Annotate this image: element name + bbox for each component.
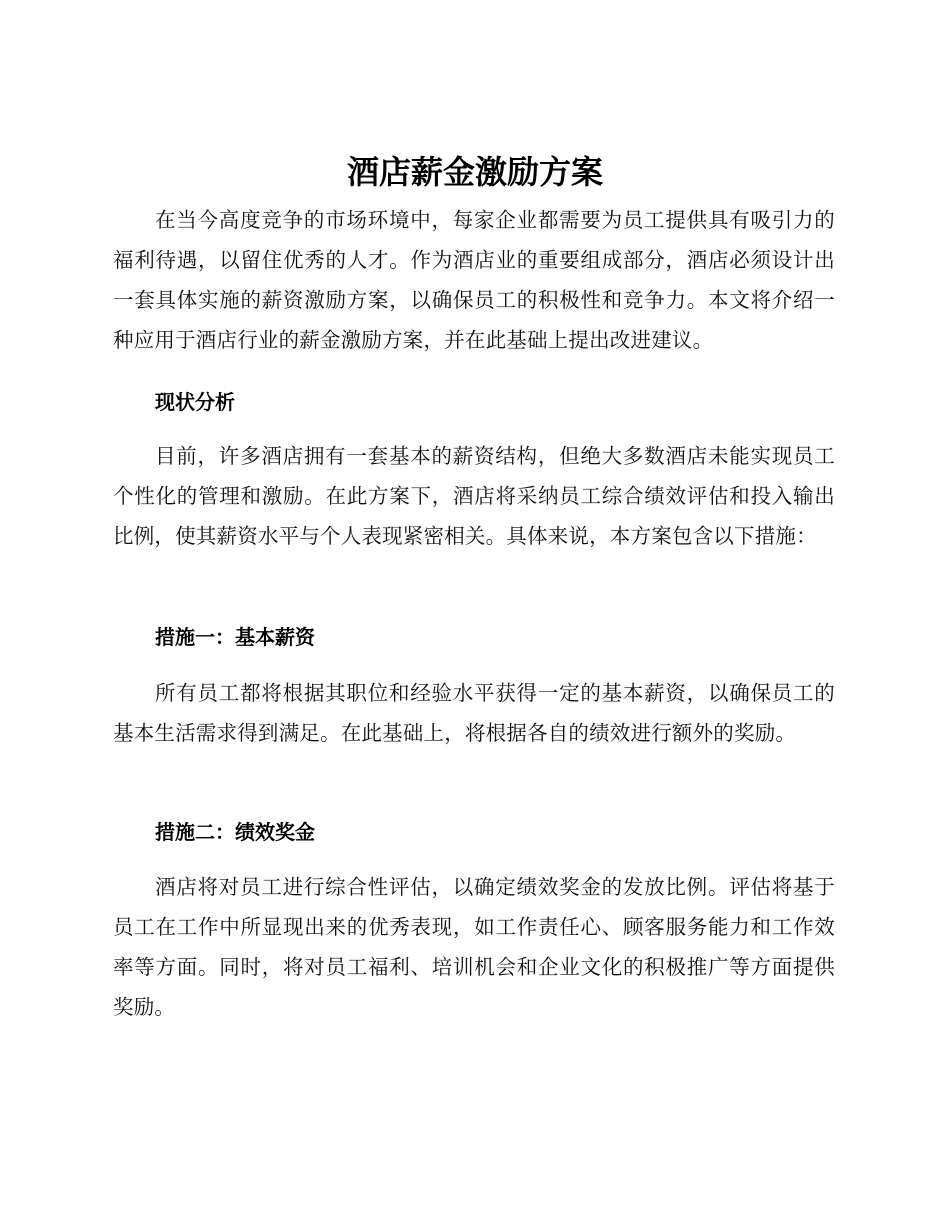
section-heading-measure-two: 措施二：绩效奖金 — [155, 820, 315, 844]
section-heading-measure-one: 措施一：基本薪资 — [155, 625, 315, 649]
section-body-measure-one: 所有员工都将根据其职位和经验水平获得一定的基本薪资，以确保员工的基本生活需求得到满足。在此基础上，将根据各自的绩效进行额外的奖励。 — [113, 681, 835, 745]
section-body-measure-two: 酒店将对员工进行综合性评估，以确定绩效奖金的发放比例。评估将基于员工在工作中所显现出来的优秀表现，如工作责任心、顾客服务能力和工作效率等方面。同时，将对员工福利、培训机会和企业文化的积极推广等方面提供奖励。 — [113, 875, 835, 1019]
intro-paragraph: 在当今高度竞争的市场环境中，每家企业都需要为员工提供具有吸引力的福利待遇，以留住优秀的人才。作为酒店业的重要组成部分，酒店必须设计出一套具体实施的薪资激励方案，以确保员工的积极性和竞争力。本文将介绍一种应用于酒店行业的薪金激励方案，并在此基础上提出改进建议。 — [113, 208, 835, 352]
document-title: 酒店薪金激励方案 — [346, 153, 603, 191]
section-body-status-analysis: 目前，许多酒店拥有一套基本的薪资结构，但绝大多数酒店未能实现员工个性化的管理和激励。在此方案下，酒店将采纳员工综合绩效评估和投入输出比例，使其薪资水平与个人表现紧密相关。具体来说，本方案包含以下措施： — [113, 444, 835, 548]
section-heading-status-analysis: 现状分析 — [155, 390, 235, 414]
